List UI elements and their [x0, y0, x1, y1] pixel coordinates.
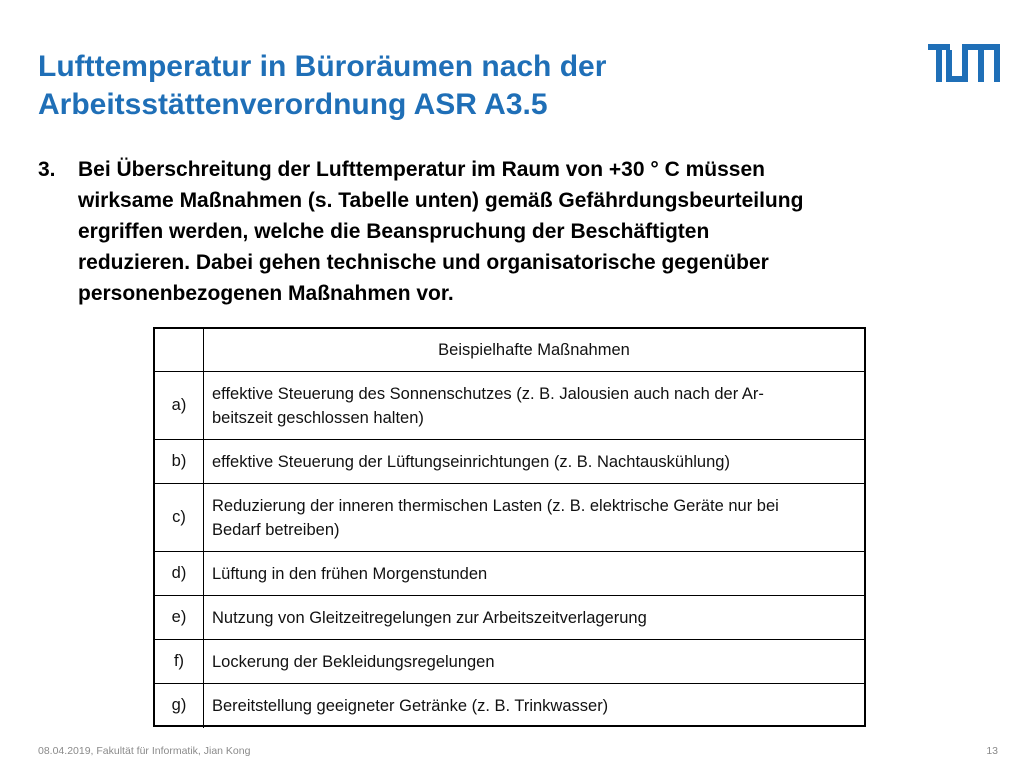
- body-line-5: personenbezogenen Maßnahmen vor.: [78, 282, 454, 305]
- table-row: [155, 596, 864, 640]
- body-line-3: ergriffen werden, welche die Beanspruchung der Beschäftigten: [78, 220, 710, 243]
- slide-title-line-2: Arbeitsstättenverordnung ASR A3.5: [38, 88, 548, 121]
- row-label: c): [155, 484, 204, 552]
- table-row: [155, 552, 864, 596]
- table-header-empty-cell: [155, 329, 204, 372]
- row-text: [204, 484, 865, 552]
- body-line-2: wirksame Maßnahmen (s. Tabelle unten) gemäß Gefährdungsbeurteilung: [78, 189, 804, 212]
- row-label: d): [155, 552, 204, 596]
- row-label: a): [155, 372, 204, 440]
- table-row: [155, 684, 864, 728]
- table-row: [155, 440, 864, 484]
- row-text: Lockerung der Bekleidungsregelungen: [204, 640, 865, 684]
- table-header: Beispielhafte Maßnahmen: [204, 329, 865, 372]
- row-text-line: beitszeit geschlossen halten): [212, 408, 424, 427]
- row-label: b): [155, 440, 204, 484]
- slide-title-line-1: Lufttemperatur in Büroräumen nach der: [38, 50, 607, 83]
- table-row: [155, 640, 864, 684]
- body-line-1: Bei Überschreitung der Lufttemperatur im Raum von +30 ° C müssen: [78, 158, 765, 181]
- row-label: g): [155, 684, 204, 728]
- row-text: Bereitstellung geeigneter Getränke (z. B. Trinkwasser): [204, 684, 865, 728]
- row-label: f): [155, 640, 204, 684]
- body-lines: [78, 154, 978, 309]
- table-row: [155, 372, 864, 440]
- row-text: [204, 372, 865, 440]
- row-text: Lüftung in den frühen Morgenstunden: [204, 552, 865, 596]
- row-text-line: Reduzierung der inneren thermischen Lasten (z. B. elektrische Geräte nur bei: [212, 496, 779, 515]
- row-text: Nutzung von Gleitzeitregelungen zur Arbeitszeitverlagerung: [204, 596, 865, 640]
- measures-table: [155, 329, 864, 728]
- row-text-line: effektive Steuerung des Sonnenschutzes (z. B. Jalousien auch nach der Ar-: [212, 384, 764, 403]
- tum-logo-icon: [928, 44, 1000, 82]
- body-line-4: reduzieren. Dabei gehen technische und organisatorische gegenüber: [78, 251, 769, 274]
- slide-footer: 08.04.2019, Fakultät für Informatik, Jian Kong: [38, 745, 251, 757]
- measures-table-container: [153, 327, 866, 727]
- list-item-number: 3.: [38, 158, 56, 181]
- row-text-line: Bedarf betreiben): [212, 520, 340, 539]
- slide-title: [38, 48, 898, 124]
- body-paragraph: [38, 154, 978, 309]
- table-header-row: [155, 329, 864, 372]
- table-row: [155, 484, 864, 552]
- row-text: effektive Steuerung der Lüftungseinrichtungen (z. B. Nachtauskühlung): [204, 440, 865, 484]
- page-number: 13: [986, 745, 998, 757]
- row-label: e): [155, 596, 204, 640]
